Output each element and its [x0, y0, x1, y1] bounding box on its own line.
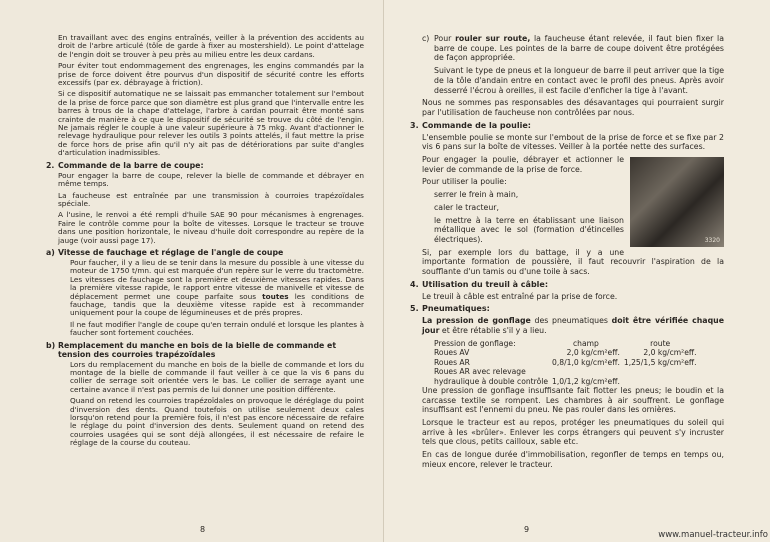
paragraph: Pour engager la poulie, débrayer et actionner le levier de commande de la prise de force. — [422, 155, 624, 174]
text-run: et être rétablie s'il y a lieu. — [439, 326, 547, 336]
subsection-heading-a — [46, 247, 364, 257]
paragraph: Pour engager la barre de coupe, relever la bielle de commande et débrayer en même temps. — [58, 170, 364, 189]
cell-route: 1,25/1,5 kg/cm²eff. — [623, 357, 697, 367]
paragraph: Si ce dispositif automatique ne se laissait pas emmancher totalement sur l'embout de la prise de force parce que son diamètre est plus grand que l'intervalle entre les barres à trous de la chape d'attelage, l'arbre à cardan pourrait être monté sans crainte de manière à ce que le dispositif de sécurité se trouve du côté de l'engin. Ne jamais régler le couple à une valeur supérieure à 75 mkg. Avant d'actionner le relevage hydraulique pour relever les outils 3 points attelés, il faut mettre la prise de force hors de prise afin qu'il n'y ait pas de détériorations par suite d'angles d'articulation inadmissibles. — [58, 89, 364, 158]
paragraph: La faucheuse est entraînée par une transmission à courroies trapézoïdales spéciale. — [58, 190, 364, 208]
section-heading-3 — [410, 120, 724, 131]
emphasis: rouler sur route, — [455, 34, 531, 43]
subsection-letter: b) — [46, 340, 56, 350]
cell-champ: 2,0 kg/cm²eff. — [566, 348, 620, 358]
list-item: serrer le frein à main, — [434, 190, 519, 200]
subsection-title: Remplacement du manche en bois de la bielle de commande et tension des courroies trapézoïdales — [58, 340, 337, 359]
subsection-title: Vitesse de fauchage et réglage de l'angle de coupe — [58, 247, 284, 257]
paragraph: En travaillant avec des engins entraînés, veiller à la prévention des accidents au droit de l'arbre articulé (tôle de garde à fixer au mostershield). Le point d'attelage de l'engin doit se trouver à peu près au milieu entre les deux cardans. — [58, 33, 364, 59]
paragraph: Si, par exemple lors du battage, il y a une importante formation de poussière, il faut recouvrir l'aspiration de la soufflante d'un tamis ou d'une toile à sacs. — [422, 247, 724, 277]
list-item: le mettre à la terre en établissant une liaison métallique avec le sol (formation d'étincelles électriques). — [434, 215, 624, 244]
subsection-letter: a) — [46, 247, 55, 257]
text-run: Pour — [434, 34, 456, 43]
tire-pressure-table — [432, 339, 699, 386]
cell-champ — [550, 367, 622, 376]
row-label: Roues AR avec relevage — [434, 367, 526, 377]
paragraph: Quand on retend les courroies trapézoïdales on provoque le déréglage du point d'inversion des dents. Quand toutefois on utilise seulement deux cales lorsqu'on retend pour la première fois, il n'est pas encore nécessaire de refaire le réglage du point d'inversion des dents. Seulement quand on retend des courroies usagées qui se sont déjà allongées, il est nécessaire de refaire le réglage de la course du couteau. — [70, 396, 364, 448]
emphasis: La pression de gonflage — [422, 316, 531, 326]
row-label: hydraulique à double contrôle — [434, 376, 549, 386]
page-number: 9 — [524, 525, 530, 534]
page-right — [384, 0, 770, 542]
row-label: Roues AV — [434, 348, 470, 358]
paragraph: Nous ne sommes pas responsables des désavantages qui pourraient surgir par l'utilisation de faucheuse non contrôlées par nous. — [422, 98, 724, 117]
table-row — [432, 358, 699, 367]
section-heading-2 — [46, 160, 364, 170]
paragraph: Lors du remplacement du manche en bois de la bielle de commande et lors du montage de la bielle de commande il faut veiller à ce que la vis 6 pans du collier de serrage soit orientée vers le bas. Le collier de serrage ayant une certaine avance il n'est pas permis de lui donner une position différente. — [70, 359, 364, 394]
cell-route — [622, 377, 699, 386]
section-number: 5. — [410, 304, 419, 314]
emphasis: toutes — [262, 291, 289, 301]
paragraph: L'ensemble poulie se monte sur l'embout de la prise de force et se fixe par 2 vis 6 pans sur la boîte de vitesses. Veiller à la portée nette des surfaces. — [422, 132, 724, 152]
subsection-heading-b — [46, 340, 364, 359]
subsection-letter: c) — [422, 34, 430, 43]
page-left — [0, 0, 384, 542]
paragraph: Il ne faut modifier l'angle de coupe qu'en terrain ondulé et lorsque les plantes à faucher sont fortement couchées. — [70, 319, 364, 338]
paragraph: Suivant le type de pneus et la longueur de barre il peut arriver que la tige de la tôle d'andain entre en contact avec le profil des pneus. Après avoir desserré l'écrou à oreilles, il est facile d'enficher la tige à l'avant. — [434, 66, 724, 95]
paragraph: Lorsque le tracteur est au repos, protéger les pneumatiques du soleil qui arrive à les «brûler». Enlever les corps étrangers qui peuvent s'y incruster tels que clous, petits cailloux, sable etc. — [422, 418, 724, 447]
table-row — [432, 377, 699, 386]
section-title: Pneumatiques: — [422, 304, 490, 314]
paragraph: En cas de longue durée d'immobilisation, regonfler de temps en temps ou, mieux encore, relever le tracteur. — [422, 450, 724, 469]
section-number: 3. — [410, 120, 419, 130]
paragraph — [422, 34, 724, 63]
row-label: Roues AR — [434, 357, 470, 367]
section-heading-5 — [410, 304, 724, 314]
paragraph: Pour utiliser la poulie: — [422, 177, 507, 187]
column-header-champ: champ — [573, 338, 599, 348]
table-header-row — [432, 339, 699, 348]
paragraph — [70, 259, 364, 318]
paragraph: Pour éviter tout endommagement des engrenages, les engins commandés par la prise de force doivent être pourvus d'un dispositif de sécurité contre les efforts excessifs (par ex. débrayage à friction). — [58, 61, 364, 88]
list-item: caler le tracteur, — [434, 202, 499, 212]
text-run: des pneumatiques — [530, 316, 612, 326]
cell-champ: 0,8/1,0 kg/cm²eff. — [552, 357, 620, 367]
paragraph: Une pression de gonflage insuffisante fait flotter les pneus; le boudin et la carcasse textile se rompent. Les chambres à air souffrent. Le gonflage insuffisant est l'ennemi du pneu. Ne pas rouler dans les ornières. — [422, 385, 724, 415]
table-label: Pression de gonflage: — [434, 338, 516, 348]
photo-label: 3320 — [704, 237, 720, 245]
section-number: 4. — [410, 279, 419, 289]
column-header-route: route — [650, 338, 671, 348]
paragraph: Le treuil à câble est entraîné par la prise de force. — [422, 291, 618, 301]
cell-route: 2,0 kg/cm²eff. — [643, 348, 697, 358]
text-run: les conditions de fauchage, tandis que la deuxième vitesse rapide est à recommander uniquement pour la coupe de légumineuses et de prés propres. — [70, 291, 364, 318]
pulley-photo — [630, 157, 724, 247]
text-run: la faucheuse étant relevée, il faut bien fixer la barre de coupe. Les pointes de la barre de coupe doivent être protégées de façon appropriée. — [434, 34, 724, 63]
text-run: Pour faucher, il y a lieu de se tenir dans la mesure du possible à une vitesse du moteur de 1750 t/mn. qui est marquée d'un repère sur le verre du tractomètre. Les vitesses de fauchage sont la première et deuxième vitesses rapides. Dans la première vitesse rapide, le rapport entre vitesse de manivelle et vitesse de déplacement permet une coupe parfaite sous — [70, 257, 364, 301]
section-heading-4 — [410, 279, 724, 290]
page-number: 8 — [200, 525, 206, 534]
watermark-link[interactable]: www.manuel-tracteur.info — [658, 530, 768, 540]
paragraph — [422, 316, 724, 335]
section-title: Commande de la barre de coupe: — [58, 160, 204, 170]
section-title: Commande de la poulie: — [422, 120, 531, 130]
section-number: 2. — [46, 160, 55, 170]
table-row — [432, 348, 699, 357]
cell-route — [622, 367, 699, 376]
paragraph: A l'usine, le renvoi a été rempli d'huile SAE 90 pour mécanismes à engrenages. Faire le contrôle comme pour la boîte de vitesses. Lorsque le tracteur se trouve dans une position horizontale, le niveau d'huile doit correspondre au repère de la jauge (voir aussi page 17). — [58, 210, 364, 245]
section-title: Utilisation du treuil à câble: — [422, 279, 549, 289]
emphasis: doit être vérifiée chaque jour — [422, 316, 724, 336]
cell-champ: 1,0/1,2 kg/cm²eff. — [552, 376, 620, 386]
table-row — [432, 367, 699, 376]
